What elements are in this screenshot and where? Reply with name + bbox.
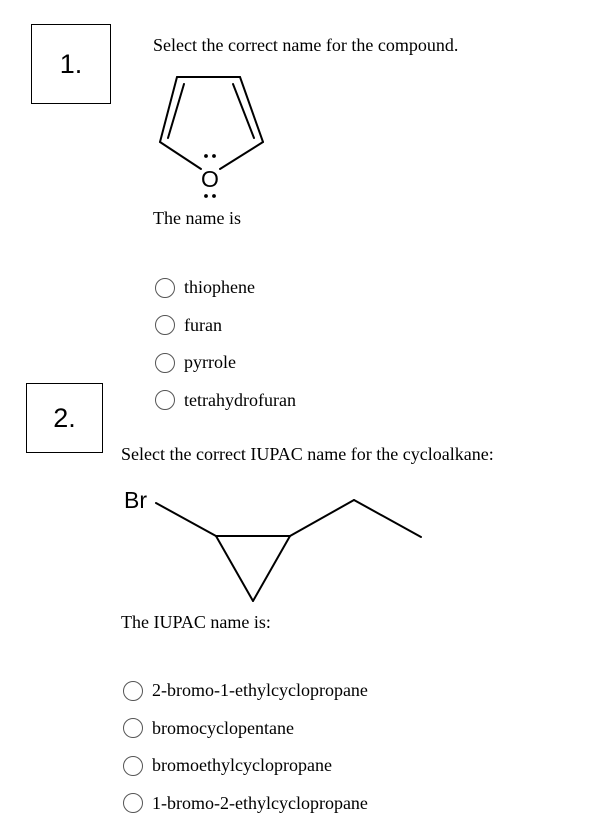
- option-label: furan: [184, 315, 222, 336]
- bond-c2-ethyl: [290, 500, 354, 536]
- option-bromoethylcyclopropane[interactable]: [123, 747, 368, 785]
- option-thiophene[interactable]: [155, 269, 296, 307]
- radio-button[interactable]: [123, 756, 143, 776]
- question-2-answer-lead: The IUPAC name is:: [121, 612, 271, 633]
- bromine-atom-label: Br: [124, 487, 147, 513]
- option-label: tetrahydrofuran: [184, 390, 296, 411]
- bond-c2-c3-inner: [168, 84, 184, 138]
- option-label: bromocyclopentane: [152, 718, 294, 739]
- option-2-bromo-1-ethylcyclopropane[interactable]: [123, 672, 368, 710]
- radio-button[interactable]: [123, 793, 143, 813]
- option-label: bromoethylcyclopropane: [152, 755, 332, 776]
- radio-button[interactable]: [155, 278, 175, 298]
- option-furan[interactable]: [155, 307, 296, 345]
- bond-c3-c1: [216, 536, 253, 601]
- option-pyrrole[interactable]: [155, 344, 296, 382]
- option-label: 2-bromo-1-ethylcyclopropane: [152, 680, 368, 701]
- radio-button[interactable]: [155, 315, 175, 335]
- bond-c5-o: [220, 142, 263, 169]
- cyclopropane-structure: [118, 480, 428, 608]
- question-2-prompt: Select the correct IUPAC name for the cycloalkane:: [121, 444, 494, 465]
- option-label: pyrrole: [184, 352, 236, 373]
- question-1-options: [155, 269, 296, 419]
- bond-c2-c3: [160, 77, 177, 142]
- question-2-number: 2.: [26, 383, 103, 453]
- question-1-answer-lead: The name is: [153, 208, 241, 229]
- question-1-prompt: Select the correct name for the compound.: [153, 35, 458, 56]
- question-2-options: [123, 672, 368, 822]
- bond-br-c1: [156, 503, 216, 536]
- radio-button[interactable]: [123, 681, 143, 701]
- radio-button[interactable]: [155, 353, 175, 373]
- bond-o-c2: [160, 142, 201, 169]
- bond-c4-c5-inner: [233, 84, 254, 138]
- question-1-number: 1.: [31, 24, 111, 104]
- radio-button[interactable]: [123, 718, 143, 738]
- option-bromocyclopentane[interactable]: [123, 710, 368, 748]
- option-label: thiophene: [184, 277, 255, 298]
- bond-ethyl-ch3: [354, 500, 421, 537]
- furan-structure: [150, 70, 280, 200]
- option-1-bromo-2-ethylcyclopropane[interactable]: [123, 785, 368, 822]
- oxygen-atom-label: O: [201, 166, 219, 192]
- bond-c2-c3: [253, 536, 290, 601]
- radio-button[interactable]: [155, 390, 175, 410]
- option-tetrahydrofuran[interactable]: [155, 382, 296, 420]
- option-label: 1-bromo-2-ethylcyclopropane: [152, 793, 368, 814]
